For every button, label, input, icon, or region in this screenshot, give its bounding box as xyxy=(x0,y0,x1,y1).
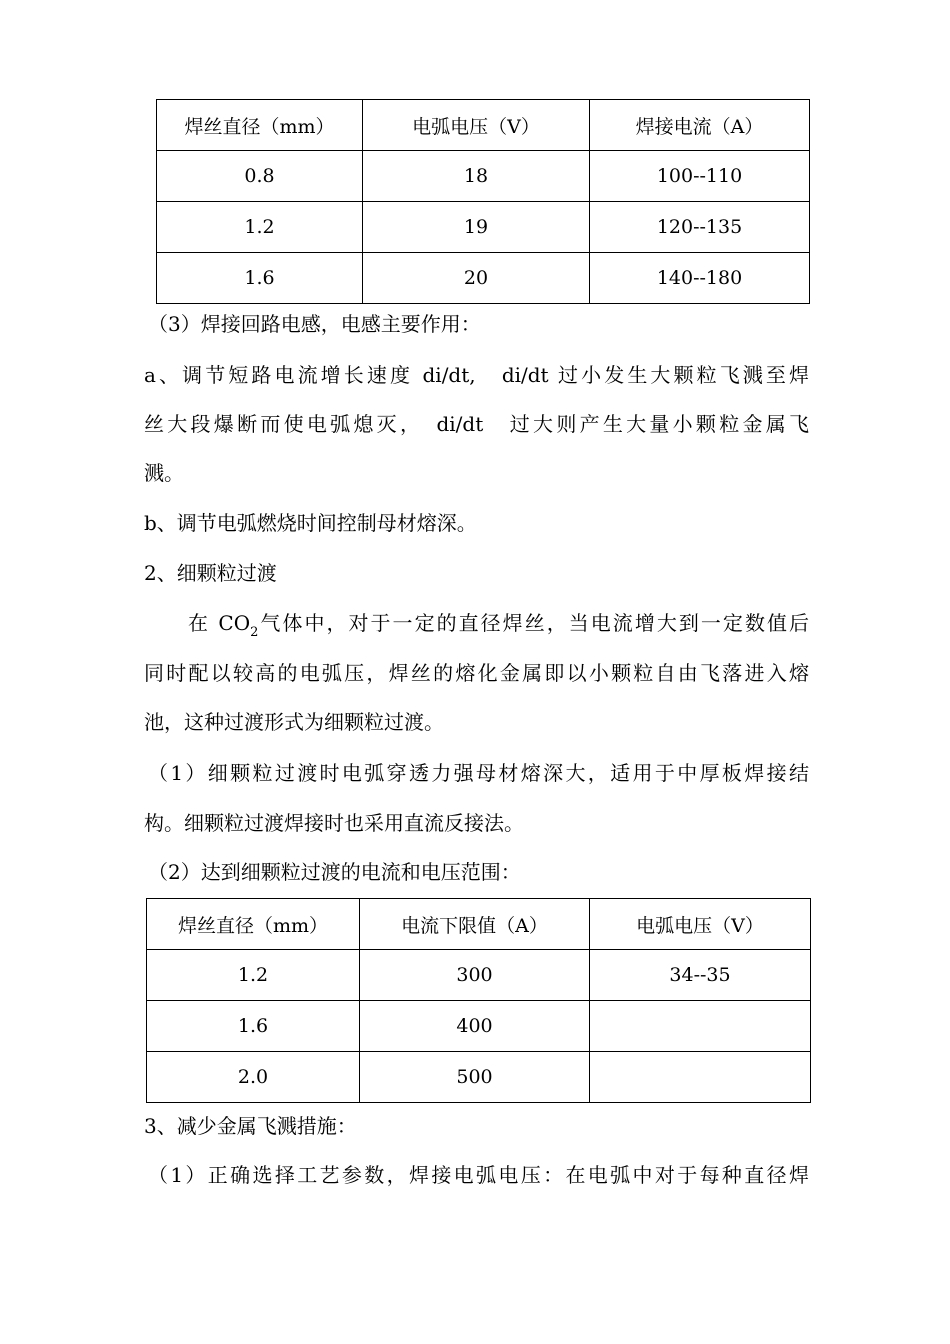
paragraph-line: 同时配以较高的电弧压，焊丝的熔化金属即以小颗粒自由飞落进入熔 xyxy=(144,661,809,685)
table-cell: 140--180 xyxy=(590,253,810,304)
paragraph-line: 池，这种过渡形式为细颗粒过渡。 xyxy=(144,710,444,734)
table-row xyxy=(147,950,811,1001)
table-row xyxy=(157,253,810,304)
table-header-cell: 焊丝直径（mm） xyxy=(157,100,363,151)
paragraph-line: b、调节电弧燃烧时间控制母材熔深。 xyxy=(144,511,477,535)
paragraph-line: 溅。 xyxy=(144,461,184,485)
table-header-row xyxy=(157,100,810,151)
section-heading: 3、减少金属飞溅措施： xyxy=(144,1114,357,1138)
table-cell xyxy=(590,1001,811,1052)
table-cell: 0.8 xyxy=(157,151,363,202)
table-cell: 1.2 xyxy=(147,950,360,1001)
table-row xyxy=(157,151,810,202)
table-cell: 1.6 xyxy=(157,253,363,304)
table-cell: 1.6 xyxy=(147,1001,360,1052)
table-row xyxy=(157,202,810,253)
table-cell: 19 xyxy=(363,202,590,253)
table-row xyxy=(147,1052,811,1103)
table-cell: 100--110 xyxy=(590,151,810,202)
table-cell: 18 xyxy=(363,151,590,202)
fine-droplet-range-table xyxy=(146,898,811,1103)
table-header-row xyxy=(147,899,811,950)
table-header-cell: 焊接电流（A） xyxy=(590,100,810,151)
table-cell: 20 xyxy=(363,253,590,304)
table-cell: 400 xyxy=(360,1001,590,1052)
table-cell: 1.2 xyxy=(157,202,363,253)
table-header-cell: 电弧电压（V） xyxy=(363,100,590,151)
paragraph-line: 丝大段爆断而使电弧熄灭， di/dt 过大则产生大量小颗粒金属飞 xyxy=(144,412,809,436)
paragraph-line: 在 $CO_2$气体中，对于一定的直径焊丝，当电流增大到一定数值后 xyxy=(188,611,809,640)
table-cell: 2.0 xyxy=(147,1052,360,1103)
inductance-heading: （3）焊接回路电感，电感主要作用： xyxy=(148,312,481,336)
table-header-cell: 电流下限值（A） xyxy=(360,899,590,950)
table-row xyxy=(147,1001,811,1052)
paragraph-line: 构。细颗粒过渡焊接时也采用直流反接法。 xyxy=(144,811,524,835)
wire-voltage-current-table xyxy=(156,99,810,304)
table-cell: 300 xyxy=(360,950,590,1001)
table-header-cell: 焊丝直径（mm） xyxy=(147,899,360,950)
paragraph-line: a、调节短路电流增长速度 di/dt, di/dt 过小发生大颗粒飞溅至焊 xyxy=(144,363,809,387)
table-cell xyxy=(590,1052,811,1103)
paragraph-line: （1）细颗粒过渡时电弧穿透力强母材熔深大，适用于中厚板焊接结 xyxy=(148,761,809,785)
table-header-cell: 电弧电压（V） xyxy=(590,899,811,950)
paragraph-line: （1）正确选择工艺参数，焊接电弧电压：在电弧中对于每种直径焊 xyxy=(148,1163,809,1187)
table-cell: 120--135 xyxy=(590,202,810,253)
table-cell: 500 xyxy=(360,1052,590,1103)
section-heading: 2、细颗粒过渡 xyxy=(144,561,277,585)
paragraph-line: （2）达到细颗粒过渡的电流和电压范围： xyxy=(148,860,521,884)
table-cell: 34--35 xyxy=(590,950,811,1001)
